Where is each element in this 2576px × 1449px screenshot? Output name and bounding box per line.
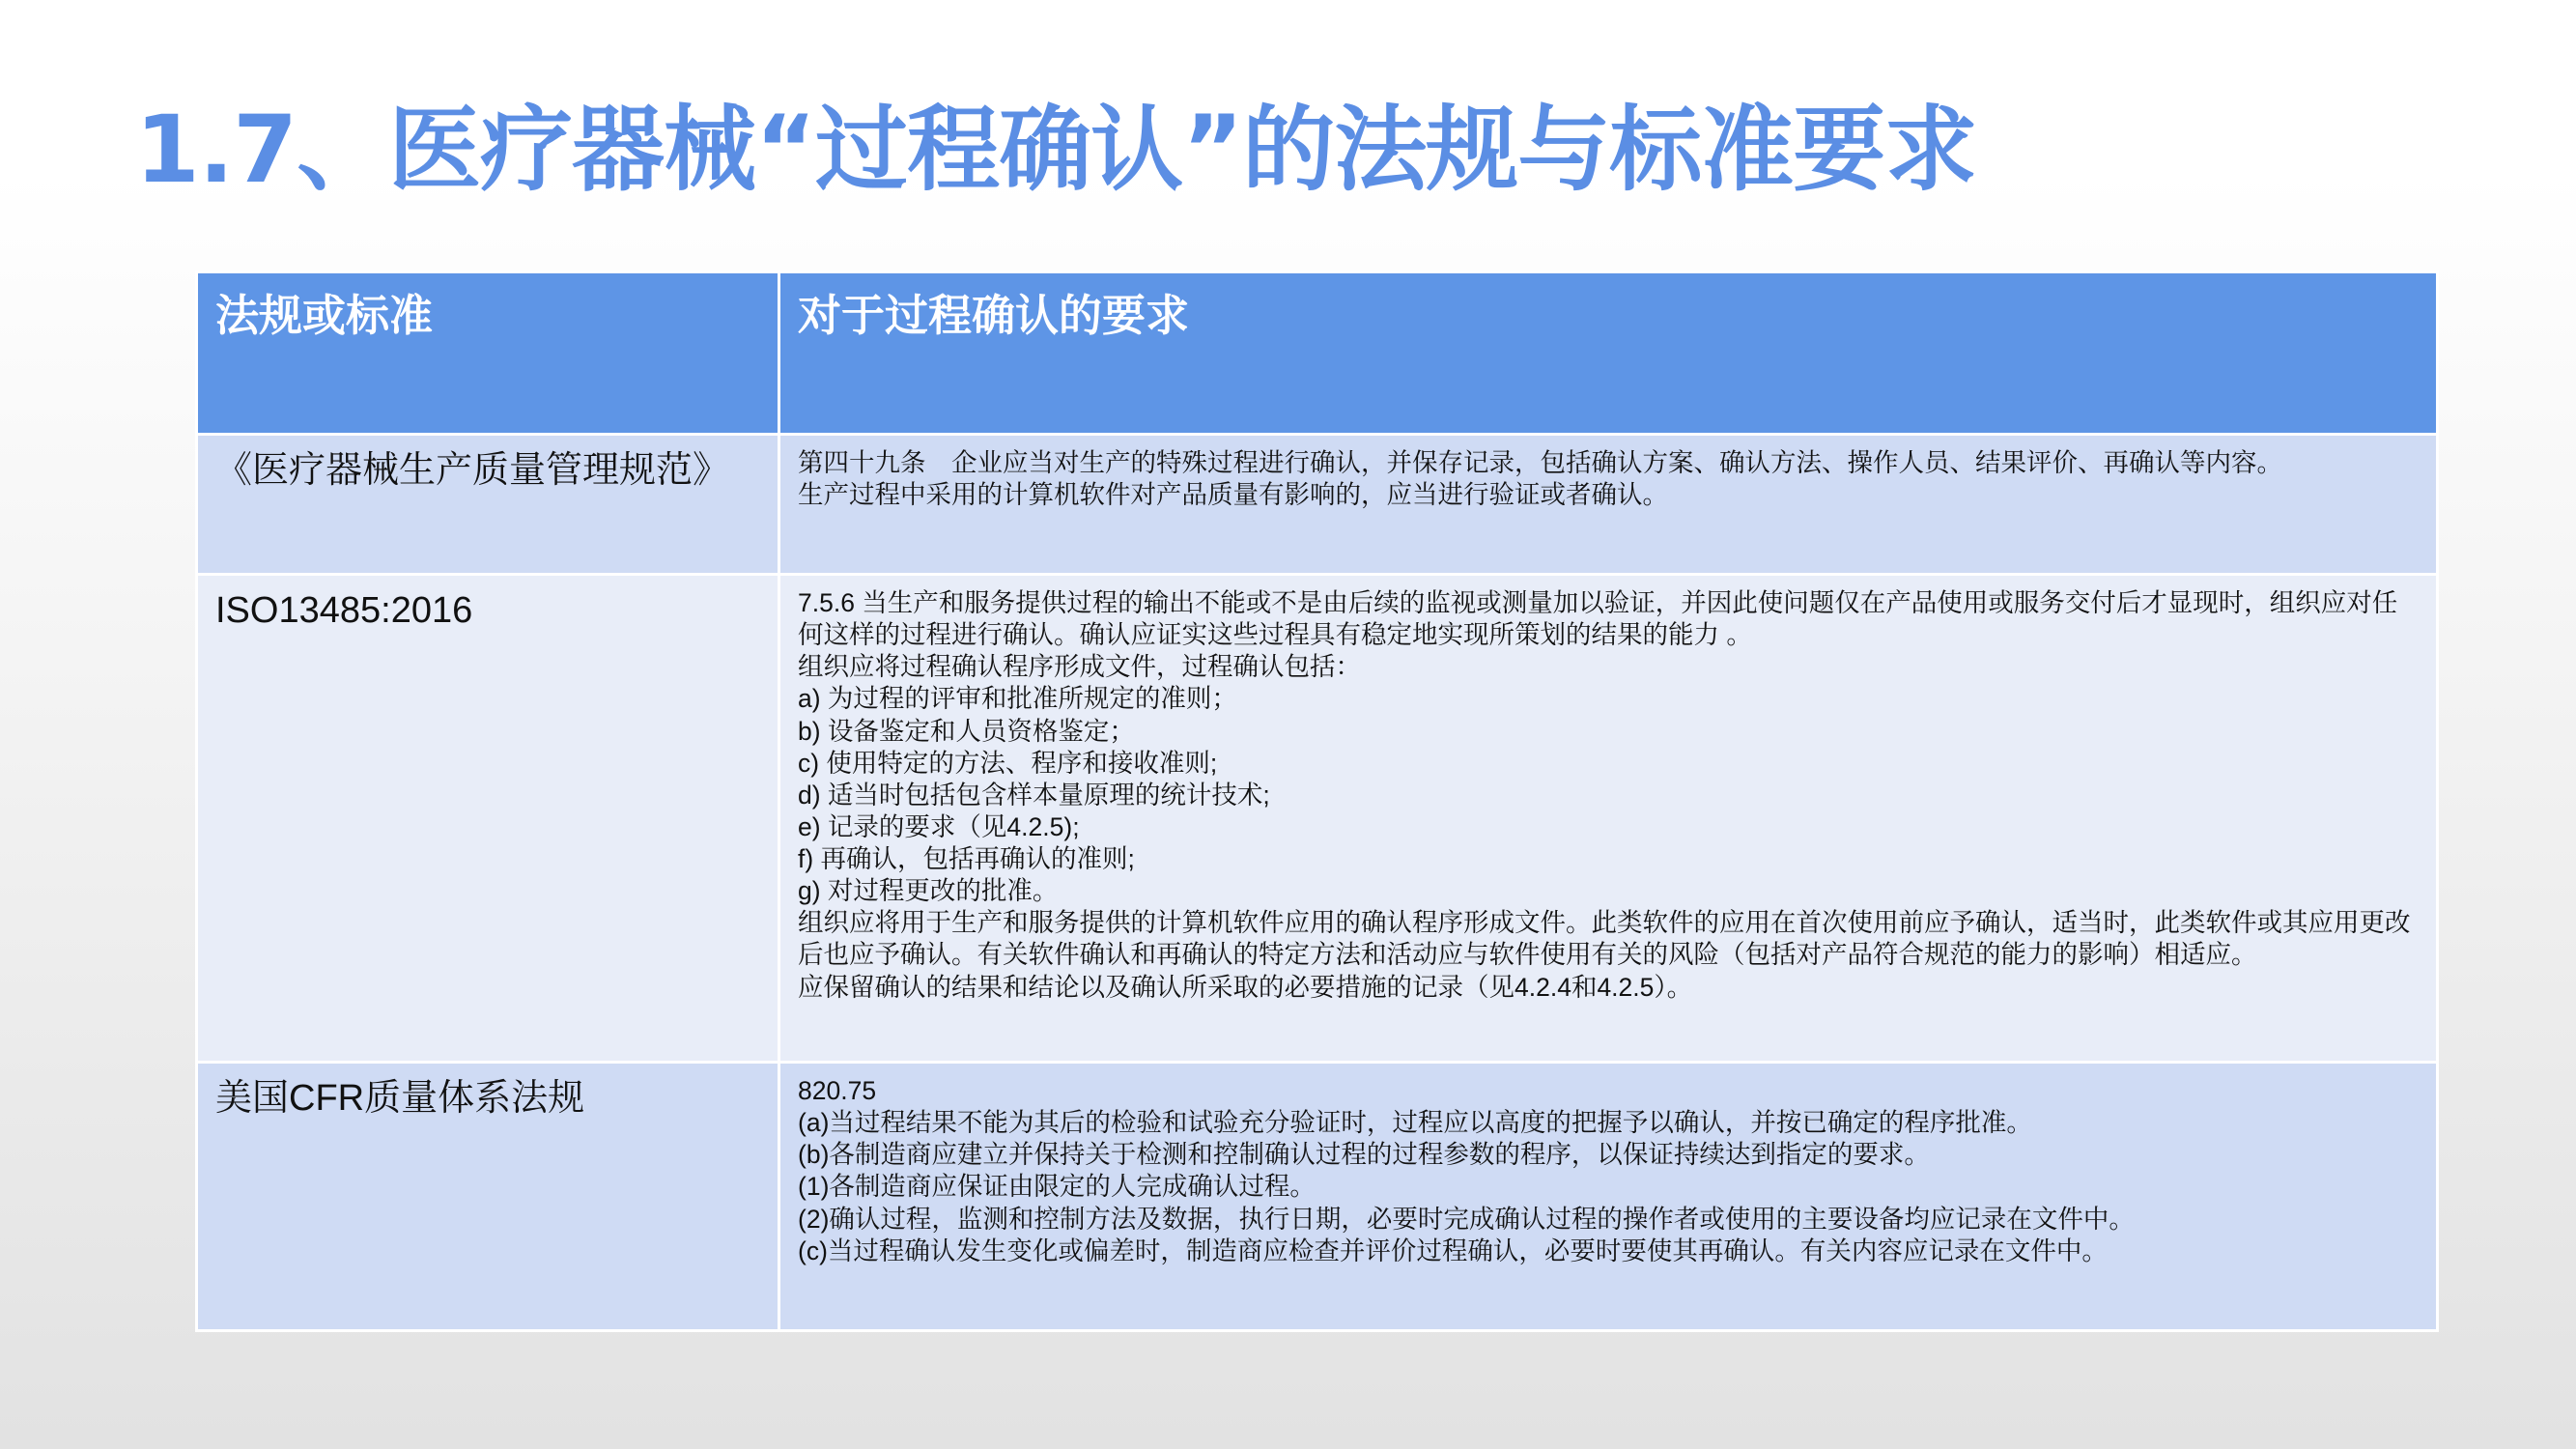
requirement-line: (b)各制造商应建立并保持关于检测和控制确认过程的过程参数的程序，以保证持续达到指定的要求。 (798, 1140, 1930, 1170)
requirement-line: 820.75 (798, 1076, 877, 1105)
requirement-line: 生产过程中采用的计算机软件对产品质量有影响的，应当进行验证或者确认。 (798, 480, 1668, 510)
requirement-line: d) 适当时包括包含样本量原理的统计技术; (798, 780, 1270, 810)
requirement-line: (2)确认过程，监测和控制方法及数据，执行日期，必要时完成确认过程的操作者或使用的主要设备均应记录在文件中。 (798, 1204, 2135, 1234)
table-row (197, 1063, 2438, 1331)
standard-name: 美国CFR质量体系法规 (197, 1063, 779, 1331)
requirements-cell (779, 575, 2438, 1063)
requirements-cell (779, 435, 2438, 575)
header-standard: 法规或标准 (197, 272, 779, 435)
table-row (197, 435, 2438, 575)
requirement-line: 第四十九条 企业应当对生产的特殊过程进行确认，并保存记录，包括确认方案、确认方法、操作人员、结果评价、再确认等内容。 (798, 448, 2282, 477)
requirement-line: b) 设备鉴定和人员资格鉴定； (798, 716, 1135, 746)
requirement-line: (c)当过程确认发生变化或偏差时，制造商应检查并评价过程确认，必要时要使其再确认。有关内容应记录在文件中。 (798, 1236, 2108, 1265)
requirement-line: c) 使用特定的方法、程序和接收准则; (798, 748, 1218, 778)
requirement-line: g) 对过程更改的批准。 (798, 876, 1059, 906)
requirement-line: a) 为过程的评审和批准所规定的准则； (798, 684, 1237, 714)
table-row (197, 575, 2438, 1063)
regulations-table (195, 270, 2439, 1332)
requirements-cell (779, 1063, 2438, 1331)
standard-name: ISO13485:2016 (197, 575, 779, 1063)
table-header-row (197, 272, 2438, 435)
requirement-line: (a)当过程结果不能为其后的检验和试验充分验证时，过程应以高度的把握予以确认，并按已确定的程序批准。 (798, 1108, 2032, 1138)
requirement-line: f) 再确认，包括再确认的准则; (798, 844, 1135, 873)
requirement-line: (1)各制造商应保证由限定的人完成确认过程。 (798, 1172, 1316, 1202)
requirement-line: e) 记录的要求（见4.2.5); (798, 811, 1080, 841)
requirement-line: 组织应将过程确认程序形成文件，过程确认包括： (798, 652, 1361, 682)
slide-title: 1.7、医疗器械“过程确认”的法规与标准要求 (135, 96, 1977, 204)
header-requirements: 对于过程确认的要求 (779, 272, 2438, 435)
standard-name: 《医疗器械生产质量管理规范》 (197, 435, 779, 575)
requirement-line: 组织应将用于生产和服务提供的计算机软件应用的确认程序形成文件。此类软件的应用在首次使用前应予确认，适当时，此类软件或其应用更改后也应予确认。有关软件确认和再确认的特定方法和活动应与软件使用有关的风险（包括对产品符合规范的能力的影响）相适应。 (798, 908, 2411, 970)
requirement-line: 应保留确认的结果和结论以及确认所采取的必要措施的记录（见4.2.4和4.2.5）。 (798, 972, 1693, 1002)
requirement-line: 7.5.6 当生产和服务提供过程的输出不能或不是由后续的监视或测量加以验证，并因此使问题仅在产品使用或服务交付后才显现时，组织应对任何这样的过程进行确认。确认应证实这些过程具有稳定地实现所策划的结果的能力 。 (798, 588, 2398, 650)
